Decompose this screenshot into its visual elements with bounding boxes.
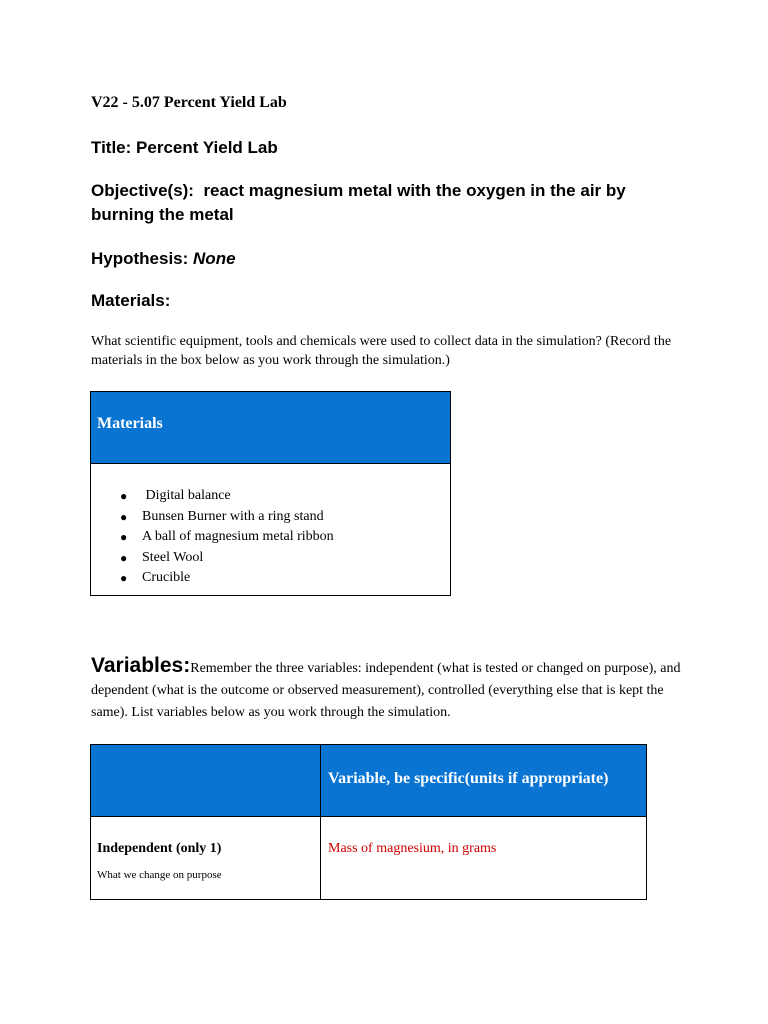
material-text: Crucible xyxy=(142,570,191,585)
variables-table-header-blank xyxy=(91,745,321,817)
hypothesis-value: None xyxy=(193,249,236,268)
independent-value-cell: Mass of magnesium, in grams xyxy=(328,841,497,856)
bullet-icon: ● xyxy=(120,489,128,503)
objective-label: Objective(s): xyxy=(91,181,194,200)
objective-value: react magnesium metal with the oxygen in the air by burning the metal xyxy=(91,181,626,224)
independent-label-cell xyxy=(91,817,321,899)
material-text: Steel Wool xyxy=(142,549,204,565)
materials-list xyxy=(91,464,450,589)
material-text: Bunsen Burner with a ring stand xyxy=(142,508,324,524)
bullet-icon: ● xyxy=(120,550,128,565)
variables-table xyxy=(90,744,647,900)
list-item xyxy=(91,527,450,548)
title-value: Percent Yield Lab xyxy=(136,138,278,157)
list-item xyxy=(91,486,450,507)
variables-table-header: Variable, be specific(units if appropriate) xyxy=(321,745,646,817)
materials-table xyxy=(90,391,451,596)
title-label: Title: xyxy=(91,138,132,157)
hypothesis-heading xyxy=(91,247,236,271)
objective-heading xyxy=(91,179,691,227)
bullet-icon: ● xyxy=(120,571,128,585)
materials-instructions: What scientific equipment, tools and chemicals were used to collect data in the simulation? (Record the materials in the box below as you work through the simulation.) xyxy=(91,334,672,368)
materials-heading: Materials: xyxy=(91,291,171,310)
title-heading xyxy=(91,136,278,160)
independent-label: Independent (only 1) xyxy=(97,841,222,856)
materials-table-header: Materials xyxy=(91,392,450,464)
bullet-icon: ● xyxy=(120,509,128,524)
list-item xyxy=(91,507,450,528)
independent-sublabel: What we change on purpose xyxy=(97,869,222,881)
material-text: Digital balance xyxy=(142,488,231,503)
hypothesis-label: Hypothesis: xyxy=(91,249,189,268)
material-text: A ball of magnesium metal ribbon xyxy=(142,529,334,544)
bullet-icon: ● xyxy=(120,530,128,544)
variables-block xyxy=(91,655,681,724)
variables-heading: Variables: xyxy=(91,654,191,677)
list-item xyxy=(91,548,450,569)
list-item xyxy=(91,568,450,589)
doc-header: V22 - 5.07 Percent Yield Lab xyxy=(91,94,287,111)
variables-instructions: Remember the three variables: independent (what is tested or changed on purpose), and dependent (what is the outcome or observed measurement), controlled (everything else that is kept the same). List variables below as you work through the simulation. xyxy=(91,661,681,720)
